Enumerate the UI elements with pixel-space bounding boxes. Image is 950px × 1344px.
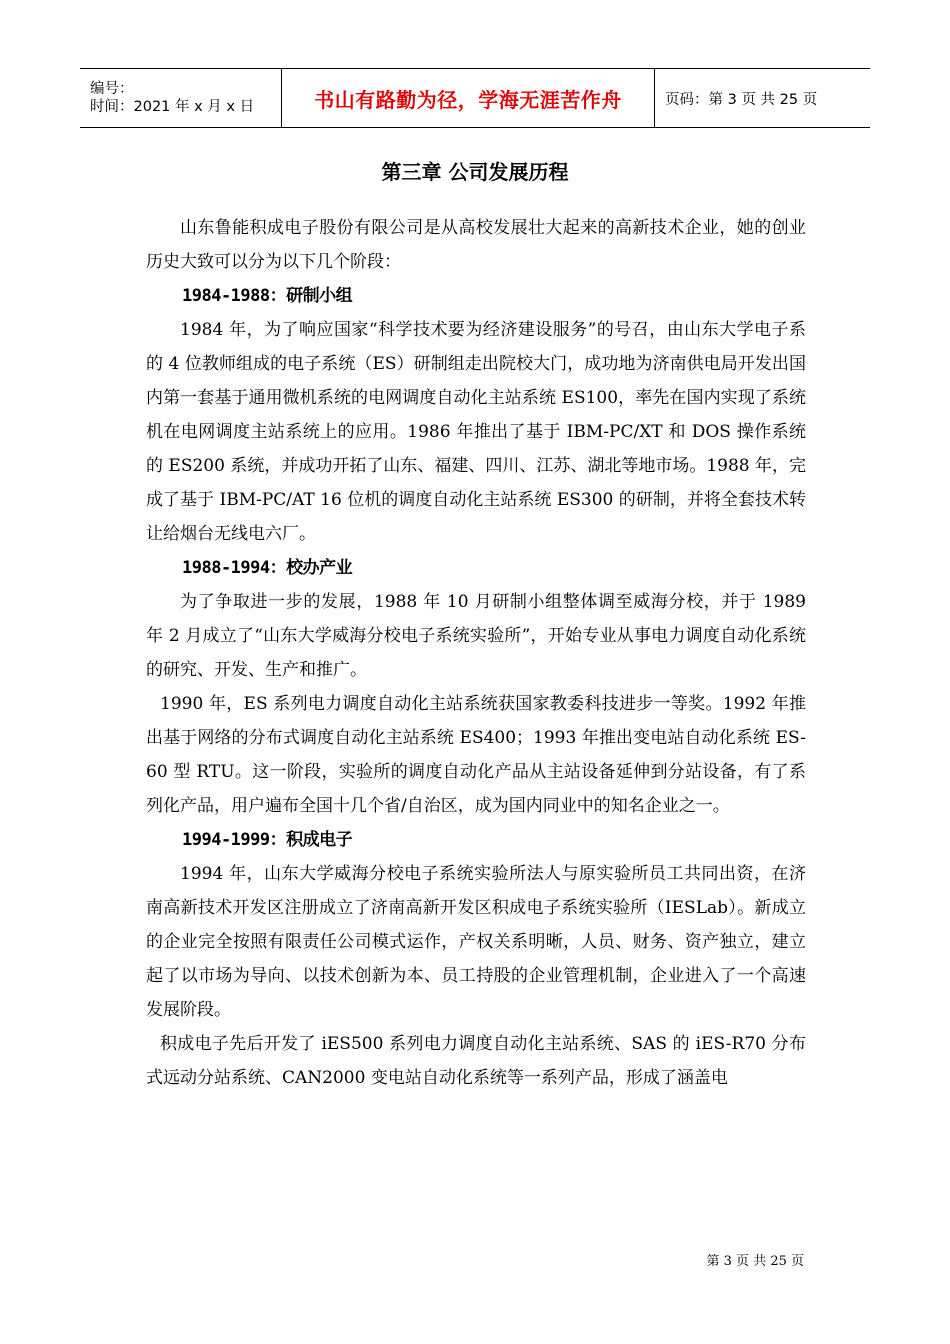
header-page-number: 页码：第 3 页 共 25 页	[665, 91, 818, 108]
paragraph-1990: 1990 年，ES 系列电力调度自动化主站系统获国家教委科技进步一等奖。1992 年推出基于网络的分布式调度自动化主站系统 ES400；1993 年推出变电站自动化系统 ES-60 型 RTU。这一阶段，实验所的调度自动化产品从主站设备延伸到分站设备，有了系列化产品，用户遍布全国十几个省/自治区，成为国内同业中的知名企业之一。	[146, 694, 806, 816]
chapter-title: 第三章 公司发展历程	[381, 160, 569, 184]
document-number-label: 编号：	[90, 81, 134, 97]
header-left	[80, 69, 281, 127]
header-motto: 书山有路勤为径，学海无涯苦作舟	[281, 69, 655, 127]
page-header	[80, 68, 870, 128]
document-date: 时间：2021 年 x 月 x 日	[90, 99, 255, 115]
paragraph-1988: 为了争取进一步的发展，1988 年 10 月研制小组整体调至威海分校，并于 1989 年 2 月成立了“山东大学威海分校电子系统实验所”，开始专业从事电力调度自动化系统的研究、开发、生产和推广。	[146, 592, 806, 680]
paragraph-1984: 1984 年，为了响应国家“科学技术要为经济建设服务”的号召，由山东大学电子系的 4 位教师组成的电子系统（ES）研制组走出院校大门，成功地为济南供电局开发出国内第一套基于通用微机系统的电网调度自动化主站系统 ES100，率先在国内实现了系统机在电网调度主站系统上的应用。1986 年推出了基于 IBM-PC/XT 和 DOS 操作系统的 ES200 系统，并成功开拓了山东、福建、四川、江苏、湖北等地市场。1988 年，完成了基于 IBM-PC/AT 16 位机的调度自动化主站系统 ES300 的研制，并将全套技术转让给烟台无线电六厂。	[146, 320, 806, 544]
section-heading-1994: 1994-1999：积成电子	[182, 830, 353, 850]
section-heading-1984: 1984-1988：研制小组	[182, 286, 353, 306]
document-body	[146, 211, 806, 1095]
paragraph-1994: 1994 年，山东大学威海分校电子系统实验所法人与原实验所员工共同出资，在济南高新技术开发区注册成立了济南高新开发区积成电子系统实验所（IESLab）。新成立的企业完全按照有限责任公司模式运作，产权关系明晰，人员、财务、资产独立，建立起了以市场为导向、以技术创新为本、员工持股的企业管理机制，企业进入了一个高速发展阶段。	[146, 864, 806, 1020]
intro-paragraph: 山东鲁能积成电子股份有限公司是从高校发展壮大起来的高新技术企业，她的创业历史大致可以分为以下几个阶段：	[146, 218, 806, 272]
section-heading-1988: 1988-1994：校办产业	[182, 558, 353, 578]
page-footer: 第 3 页 共 25 页	[706, 1254, 804, 1269]
paragraph-products: 积成电子先后开发了 iES500 系列电力调度自动化主站系统、SAS 的 iES-R70 分布式远动分站系统、CAN2000 变电站自动化系统等一系列产品，形成了涵盖电	[146, 1034, 806, 1088]
